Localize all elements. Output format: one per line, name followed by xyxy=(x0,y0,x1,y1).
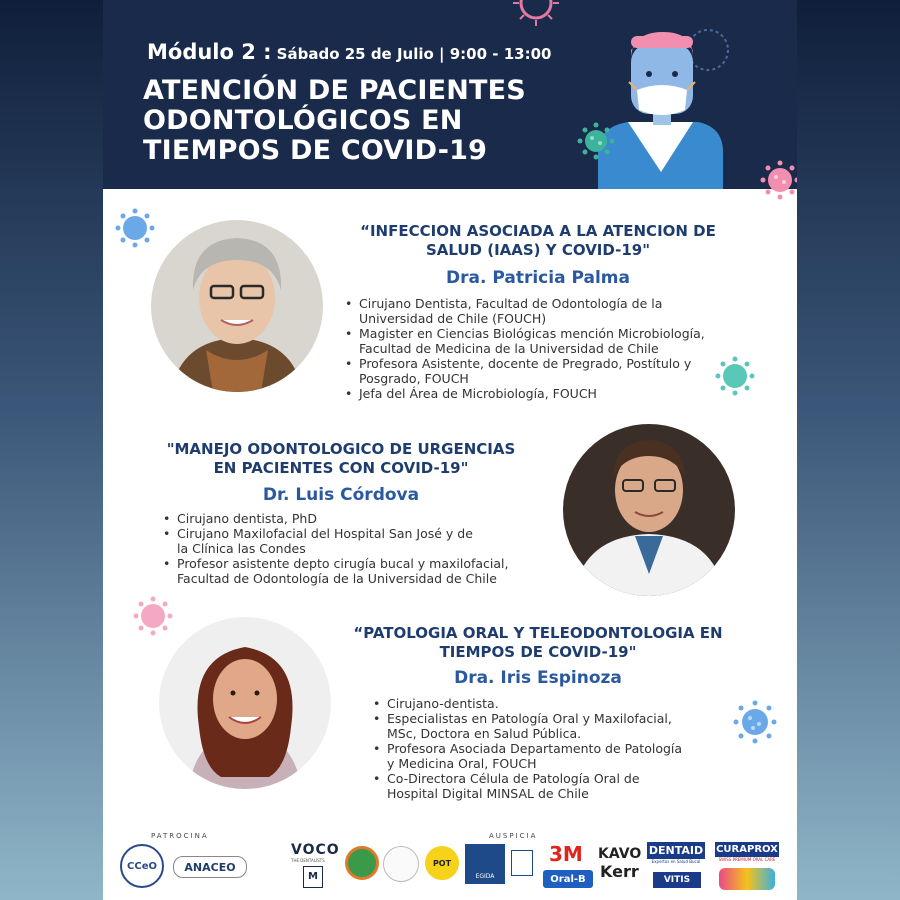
talk-title-line: SALUD (IAAS) Y COVID-19" xyxy=(425,241,651,259)
speaker-bio-list xyxy=(373,696,753,801)
virus-icon xyxy=(133,596,173,636)
bio-item: • Especialistas en Patología Oral y Maxilofacial, MSc, Doctora en Salud Pública. xyxy=(373,711,753,741)
speaker-bio-list xyxy=(345,296,745,401)
bio-item: • Profesor asistente depto cirugía bucal y maxilofacial, Facultad de Odontología de la Universidad de Chile xyxy=(163,556,563,586)
auspice-label: AUSPICIA xyxy=(489,832,538,840)
bio-item: • Magister en Ciencias Biológicas mención Microbiología, Facultad de Medicina de la Universidad de Chile xyxy=(345,326,745,356)
bio-item: • Cirujano-dentista. xyxy=(373,696,753,711)
bio-item: • Jefa del Área de Microbiología, FOUCH xyxy=(345,386,745,401)
virus-icon xyxy=(715,356,755,396)
bio-item: • Cirujano Dentista, Facultad de Odontología de la Universidad de Chile (FOUCH) xyxy=(345,296,745,326)
talk-title-line: "MANEJO ODONTOLOGICO DE URGENCIAS xyxy=(166,440,516,458)
virus-icon xyxy=(511,0,561,28)
module-label: Módulo 2 : xyxy=(147,40,272,64)
anaceo-logo: ANACEO xyxy=(173,856,247,878)
virus-icon xyxy=(115,208,155,248)
speaker-name: Dr. Luis Córdova xyxy=(262,485,420,505)
kavo-logo: KAVO xyxy=(598,846,642,862)
sponsor-small-logo xyxy=(511,850,533,876)
pot-logo: POT xyxy=(425,846,459,880)
module-details: Sábado 25 de Julio | 9:00 - 13:00 xyxy=(276,45,552,63)
speaker-photo-cordova xyxy=(563,424,735,596)
talk-title-line: TIEMPOS DE COVID-19" xyxy=(439,643,637,661)
bio-item: • Cirujano dentista, PhD xyxy=(163,511,563,526)
speaker-photo-espinoza xyxy=(159,617,331,789)
association-logo xyxy=(383,846,419,882)
voco-logo: VOCO THE DENTALISTS xyxy=(291,842,340,863)
bio-item: • Cirujano Maxilofacial del Hospital San José y de la Clínica las Condes xyxy=(163,526,563,556)
module-line xyxy=(147,40,551,64)
colorful-brand-logo xyxy=(719,868,775,890)
virus-icon xyxy=(760,160,797,200)
bio-item: • Profesora Asociada Departamento de Patología y Medicina Oral, FOUCH xyxy=(373,741,753,771)
talk-title-line: “PATOLOGIA ORAL Y TELEODONTOLOGIA EN xyxy=(353,624,723,642)
bio-item: • Co-Directora Célula de Patología Oral de Hospital Digital MINSAL de Chile xyxy=(373,771,753,801)
curaprox-logo: CURAPROX SWISS PREMIUM ORAL CARE xyxy=(716,844,778,862)
main-title-line: ATENCIÓN DE PACIENTES xyxy=(143,75,526,106)
virus-icon xyxy=(577,122,615,160)
speaker-bio-list xyxy=(163,511,563,586)
dentaid-logo: DENTAID Expertos en Salud Bucal xyxy=(648,844,704,864)
3m-logo: 3M xyxy=(549,842,583,866)
talk-title-line: “INFECCION ASOCIADA A LA ATENCION DE xyxy=(360,222,716,240)
cceo-logo: CCeO xyxy=(120,844,164,888)
sponsor-label: PATROCINA xyxy=(151,832,209,840)
dental-society-logo xyxy=(345,846,379,880)
header-banner xyxy=(103,0,797,189)
main-title xyxy=(143,76,526,166)
talk-title xyxy=(151,440,531,478)
vitis-logo: VITIS xyxy=(653,872,701,888)
speaker-photo-palma xyxy=(151,220,323,392)
speaker-name: Dra. Iris Espinoza xyxy=(454,668,622,688)
flyer-card xyxy=(103,0,797,900)
talk-title-line: EN PACIENTES CON COVID-19" xyxy=(213,459,469,477)
main-title-line: TIEMPOS DE COVID-19 xyxy=(143,135,488,166)
bio-item: • Profesora Asistente, docente de Pregrado, Postítulo y Posgrado, FOUCH xyxy=(345,356,745,386)
egida-logo: EGIDA xyxy=(465,844,505,884)
doctor-illustration xyxy=(573,22,763,189)
speaker-name: Dra. Patricia Palma xyxy=(446,268,630,288)
university-seal-logo: M xyxy=(303,866,323,888)
oral-b-logo: Oral-B xyxy=(543,870,593,888)
main-title-line: ODONTOLÓGICOS EN xyxy=(143,105,463,136)
talk-title xyxy=(343,222,733,260)
kerr-logo: Kerr xyxy=(600,862,639,881)
virus-icon xyxy=(733,700,777,744)
talk-title xyxy=(343,624,733,662)
